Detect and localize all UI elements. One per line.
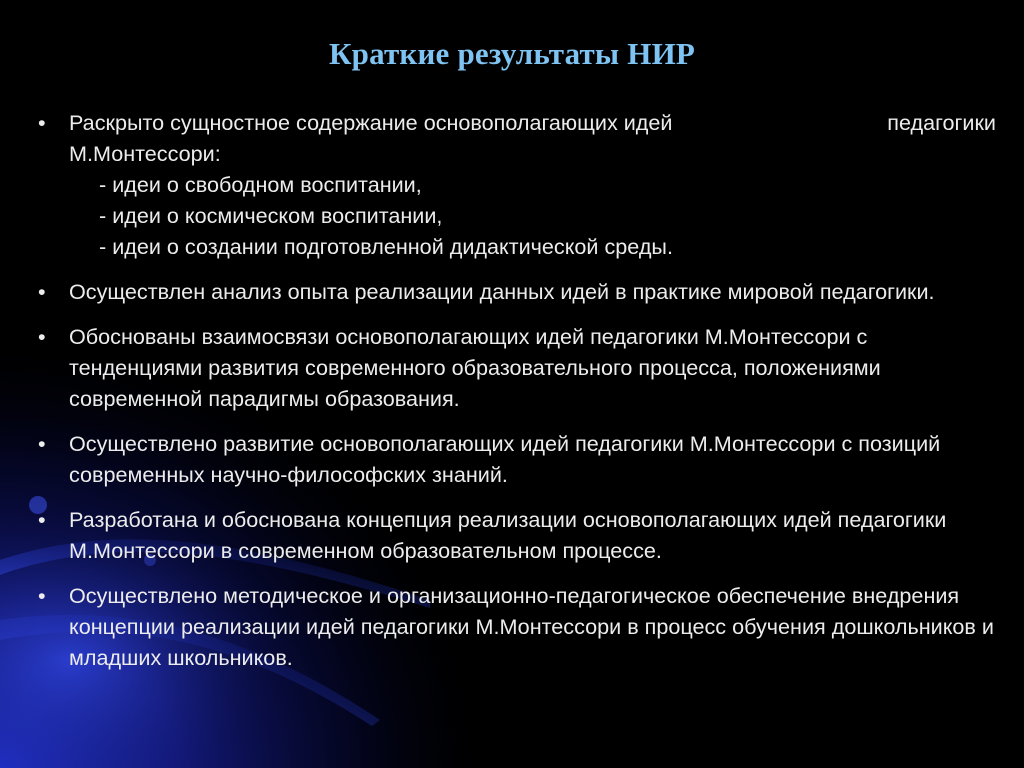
bullet-item [34,580,996,673]
sub-item: - идеи о свободном воспитании, [99,172,422,197]
bullet-marker: • [38,110,46,135]
bullet-line [69,107,996,138]
bullet-item [34,107,996,262]
bullet-text: Разработана и обоснована концепция реализации основополагающих идей педагогики М.Монтессори в современном образовательном процессе. [69,507,947,563]
bullet-item [34,321,996,414]
bullet-list [34,107,996,673]
bullet-item [34,276,996,307]
bullet-marker: • [38,324,46,349]
bullet-item [34,504,996,566]
bullet-text: Осуществлено развитие основополагающих идей педагогики М.Монтессори с позиций современных научно-философских знаний. [69,431,941,487]
bullet-marker: • [38,583,46,608]
bullet-marker: • [38,507,46,532]
bullet-item [34,428,996,490]
sub-item: - идеи о космическом воспитании, [99,203,443,228]
bullet-text: Осуществлен анализ опыта реализации данных идей в практике мировой педагогики. [69,279,935,304]
slide-title: Краткие результаты НИР [328,36,696,71]
bullet-marker: • [38,279,46,304]
bullet-text: М.Монтессори: [69,141,221,166]
bullet-text: педагогики [887,110,996,135]
bullet-marker: • [38,431,46,456]
bullet-text: Осуществлено методическое и организационно-педагогическое обеспечение внедрения концепции реализации идей педагогики М.Монтессори в процесс обучения дошкольников и младших школьников. [69,583,994,670]
bullet-text: Раскрыто сущностное содержание основополагающих идей [69,110,673,135]
sub-item: - идеи о создании подготовленной дидактической среды. [99,234,673,259]
bullet-text: Обоснованы взаимосвязи основополагающих идей педагогики М.Монтессори с тенденциями развития современного образовательного процесса, положениями современной парадигмы образования. [69,324,881,411]
